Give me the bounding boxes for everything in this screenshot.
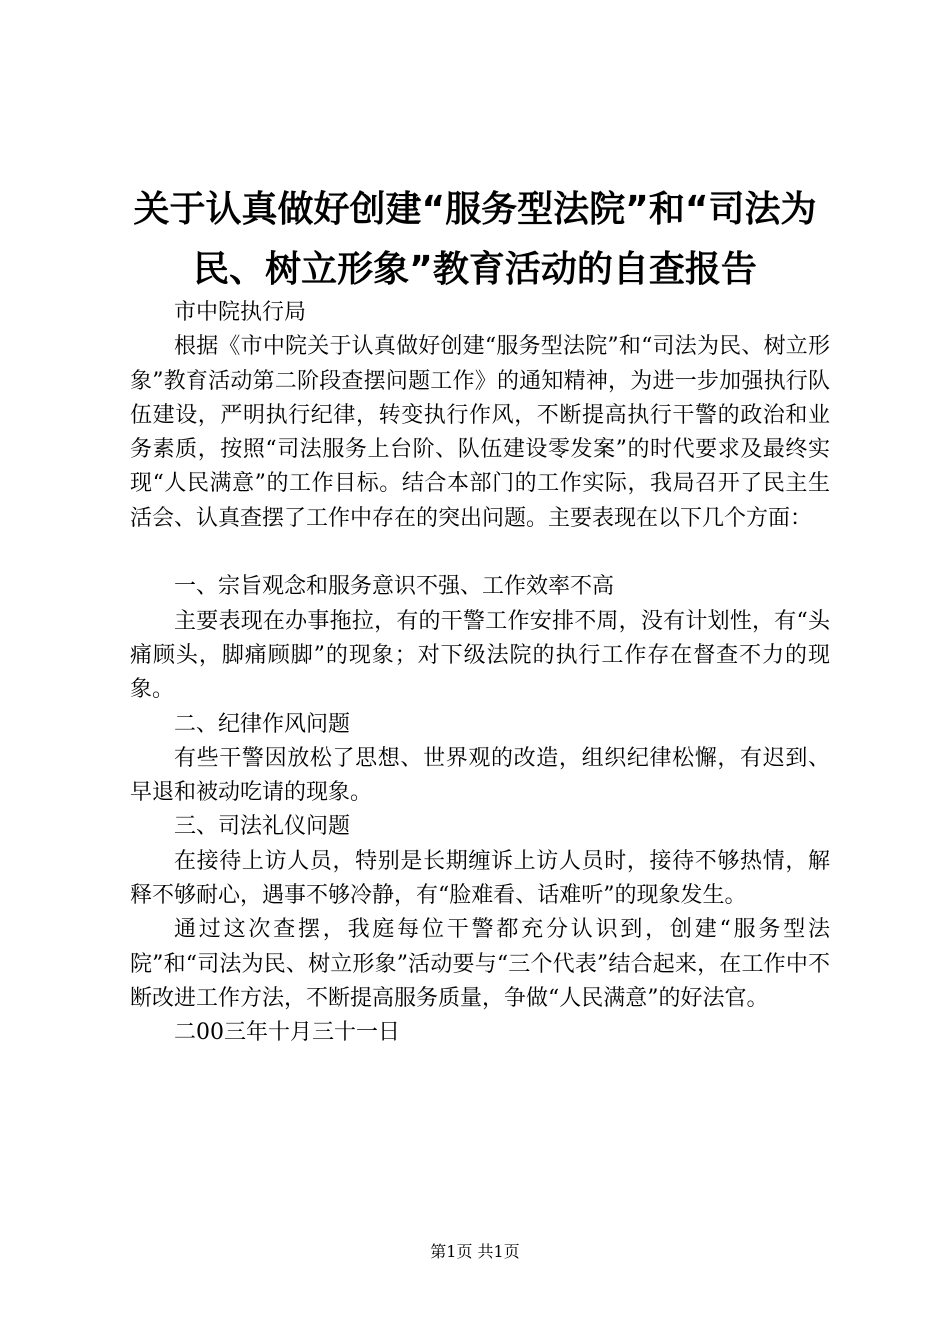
section-heading-1: 一、宗旨观念和服务意识不强、工作效率不高: [174, 574, 615, 600]
section-body-2: 有些干警因放松了思想、世界观的改造，组织纪律松懈，有迟到、早退和被动吃请的现象。: [130, 745, 830, 806]
conclusion-paragraph: 通过这次查摆，我庭每位干警都充分认识到，创建“服务型法院”和“司法为民、树立形象”活动要与“三个代表”结合起来，在工作中不断改进工作方法，不断提高服务质量，争做“人民满意”的好法官。: [130, 917, 830, 1011]
document-body: [130, 296, 830, 1051]
section-heading-2: 二、纪律作风问题: [174, 711, 351, 737]
document-title-line-2: 民、树立形象”教育活动的自查报告: [193, 249, 757, 290]
paragraph-gap: [130, 536, 830, 570]
document-date: 二00三年十月三十一日: [174, 1020, 400, 1046]
page-footer: 第1页 共1页: [430, 1242, 520, 1261]
section-body-1: 主要表现在办事拖拉，有的干警工作安排不周，没有计划性，有“头痛顾头，脚痛顾脚”的现象；对下级法院的执行工作存在督查不力的现象。: [130, 608, 830, 703]
section-heading-3: 三、司法礼仪问题: [174, 814, 351, 840]
intro-paragraph: 根据《市中院关于认真做好创建“服务型法院”和“司法为民、树立形象”教育活动第二阶段查摆问题工作》的通知精神，为进一步加强执行队伍建设，严明执行纪律，转变执行作风，不断提高执行干警的政治和业务素质，按照“司法服务上台阶、队伍建设零发案”的时代要求及最终实现“人民满意”的工作目标。结合本部门的工作实际，我局召开了民主生活会、认真查摆了工作中存在的突出问题。主要表现在以下几个方面：: [130, 334, 830, 531]
document-title-line-1: 关于认真做好创建“服务型法院”和“司法为: [133, 189, 817, 230]
department-name: 市中院执行局: [174, 300, 307, 325]
section-body-3: 在接待上访人员，特别是长期缠诉上访人员时，接待不够热情，解释不够耐心，遇事不够冷静，有“脸难看、话难听”的现象发生。: [130, 848, 830, 909]
